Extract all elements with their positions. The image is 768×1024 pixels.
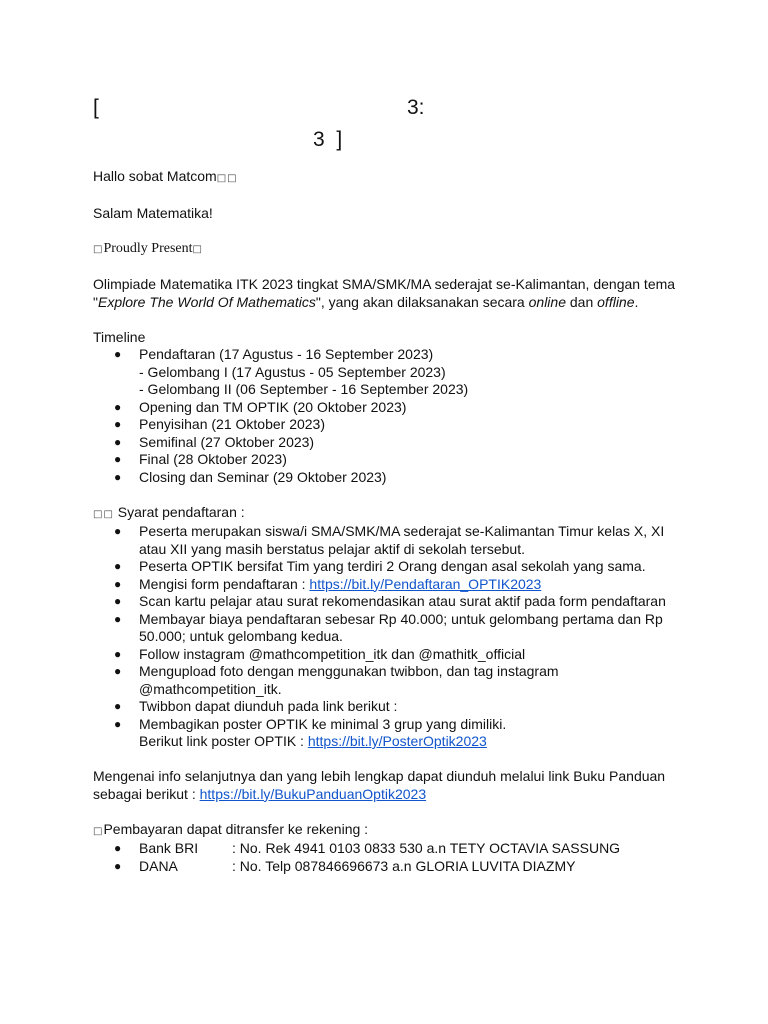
list-item-text: Opening dan TM OPTIK (20 Oktober 2023) xyxy=(139,398,407,415)
list-item-text: Follow instagram @mathcompetition_itk dan @mathitk_official xyxy=(139,645,526,662)
offline-text: offline xyxy=(597,293,635,310)
list-item xyxy=(93,558,693,576)
payment-list xyxy=(93,840,693,875)
list-item-text: Peserta OPTIK bersifat Tim yang terdiri 2 Orang dengan asal sekolah yang sama. xyxy=(139,558,646,574)
payment-method-value: : No. Telp 087846696673 a.n GLORIA LUVITA DIAZMY xyxy=(232,857,576,874)
timeline-list xyxy=(93,346,693,486)
timeline-heading: Timeline xyxy=(93,328,146,345)
document-body xyxy=(93,168,693,875)
list-item xyxy=(93,858,693,876)
syarat-heading xyxy=(93,504,693,524)
guidebook-link[interactable]: https://bit.ly/BukuPanduanOptik2023 xyxy=(199,785,427,802)
list-item-text: Final (28 Oktober 2023) xyxy=(139,451,287,467)
bullet-icon: ● xyxy=(114,716,122,731)
payment-heading xyxy=(93,821,693,841)
bullet-icon: ● xyxy=(114,858,122,873)
emoji-placeholder-icon: □□ xyxy=(93,508,114,520)
title-line-2 xyxy=(93,124,683,156)
bullet-icon: ● xyxy=(114,699,122,713)
list-item xyxy=(93,523,693,558)
payment-method-label: DANA xyxy=(139,857,178,874)
title-close-bracket: ] xyxy=(336,128,343,151)
list-item-text: Penyisihan (21 Oktober 2023) xyxy=(139,416,325,432)
sub-item-text: - Gelombang I (17 Agustus - 05 September 2023) xyxy=(139,363,446,380)
online-text: online xyxy=(528,293,566,310)
salam-text: Salam Matematika! xyxy=(93,205,213,221)
emoji-placeholder-icon: □ xyxy=(93,244,104,255)
list-item xyxy=(93,469,693,487)
info-paragraph xyxy=(93,768,693,803)
list-item-text: Pendaftaran (17 Agustus - 16 September 2023) xyxy=(139,346,434,362)
title-number-2: 3 xyxy=(313,128,325,151)
list-item xyxy=(93,611,693,646)
title-line-1 xyxy=(93,92,683,124)
payment-heading-text: Pembayaran dapat ditransfer ke rekening : xyxy=(103,820,369,837)
bullet-icon: ● xyxy=(114,524,122,538)
list-item xyxy=(93,593,693,611)
proudly-present-text: Proudly Present xyxy=(103,241,193,256)
list-item-text: Closing dan Seminar (29 Oktober 2023) xyxy=(139,468,387,485)
poster-link[interactable]: https://bit.ly/PosterOptik2023 xyxy=(307,733,487,749)
emoji-placeholder-icon: □ xyxy=(93,825,104,837)
list-item xyxy=(93,576,693,594)
bullet-icon: ● xyxy=(114,559,122,573)
list-item xyxy=(93,451,693,469)
bullet-icon: ● xyxy=(114,841,122,855)
bullet-icon: ● xyxy=(114,347,122,361)
list-item xyxy=(93,399,693,417)
list-item xyxy=(93,663,693,698)
bullet-icon: ● xyxy=(114,646,122,661)
intro-text: dan xyxy=(566,293,598,310)
payment-method-label: Bank BRI xyxy=(139,840,199,856)
list-item xyxy=(93,716,693,751)
emoji-placeholder-icon: □□ xyxy=(216,173,238,184)
list-item-text: Membagikan poster OPTIK ke minimal 3 grup yang dimiliki. xyxy=(139,715,507,732)
list-item-text: Membayar biaya pendaftaran sebesar Rp 40.000; untuk gelombang pertama dan Rp 50.000; untuk gelombang kedua. xyxy=(139,610,663,644)
list-item-text: Twibbon dapat diunduh pada link berikut : xyxy=(139,698,398,714)
list-item xyxy=(93,416,693,434)
proudly-present xyxy=(93,240,693,259)
intro-text: ", yang akan dilaksanakan secara xyxy=(315,293,529,310)
greeting-text: Hallo sobat Matcom xyxy=(93,168,217,184)
sub-item-text: - Gelombang II (06 September - 16 September 2023) xyxy=(139,381,469,397)
list-item xyxy=(93,346,693,399)
list-item-text: Semifinal (27 Oktober 2023) xyxy=(139,433,315,450)
title-number-1: 3: xyxy=(407,96,425,119)
bullet-icon: ● xyxy=(114,664,122,678)
poster-label: Berikut link poster OPTIK : xyxy=(139,733,308,749)
list-item-text: Mengisi form pendaftaran : xyxy=(139,575,310,592)
bullet-icon: ● xyxy=(114,434,122,449)
bullet-icon: ● xyxy=(114,452,122,466)
bullet-icon: ● xyxy=(114,594,122,608)
bullet-icon: ● xyxy=(114,399,122,414)
bullet-icon: ● xyxy=(114,576,122,591)
bullet-icon: ● xyxy=(114,611,122,626)
emoji-placeholder-icon: □ xyxy=(192,244,203,255)
page-title xyxy=(93,92,683,156)
intro-text: . xyxy=(634,293,639,310)
form-link[interactable]: https://bit.ly/Pendaftaran_OPTIK2023 xyxy=(309,575,542,592)
greeting xyxy=(93,168,693,188)
intro-text: Olimpiade Matematika ITK 2023 tingkat SMA/SMK/MA sederajat se-Kalimantan, dengan tema " xyxy=(93,276,676,310)
bullet-icon: ● xyxy=(114,469,122,484)
list-item xyxy=(93,434,693,452)
syarat-heading-text: Syarat pendaftaran : xyxy=(113,503,245,520)
list-item xyxy=(93,646,693,664)
syarat-list xyxy=(93,523,693,751)
theme-text: Explore The World Of Mathematics xyxy=(97,293,316,310)
list-item xyxy=(93,698,693,716)
list-item-text: Mengupload foto dengan menggunakan twibbon, dan tag instagram @mathcompetition_itk. xyxy=(139,663,559,697)
intro-paragraph xyxy=(93,276,693,311)
list-item xyxy=(93,840,693,858)
payment-method-value: : No. Rek 4941 0103 0833 530 a.n TETY OCTAVIA SASSUNG xyxy=(232,840,621,856)
bullet-icon: ● xyxy=(114,417,122,431)
list-item-text: Peserta merupakan siswa/i SMA/SMK/MA sederajat se-Kalimantan Timur kelas X, XI atau XII yang masih berstatus pelajar aktif di sekolah tersebut. xyxy=(139,523,665,557)
list-item-text: Scan kartu pelajar atau surat rekomendasikan atau surat aktif pada form pendaftaran xyxy=(139,593,666,609)
info-text: Mengenai info selanjutnya dan yang lebih lengkap dapat diunduh melalui link Buku Panduan sebagai berikut : xyxy=(93,768,666,802)
title-open-bracket: [ xyxy=(93,96,99,119)
